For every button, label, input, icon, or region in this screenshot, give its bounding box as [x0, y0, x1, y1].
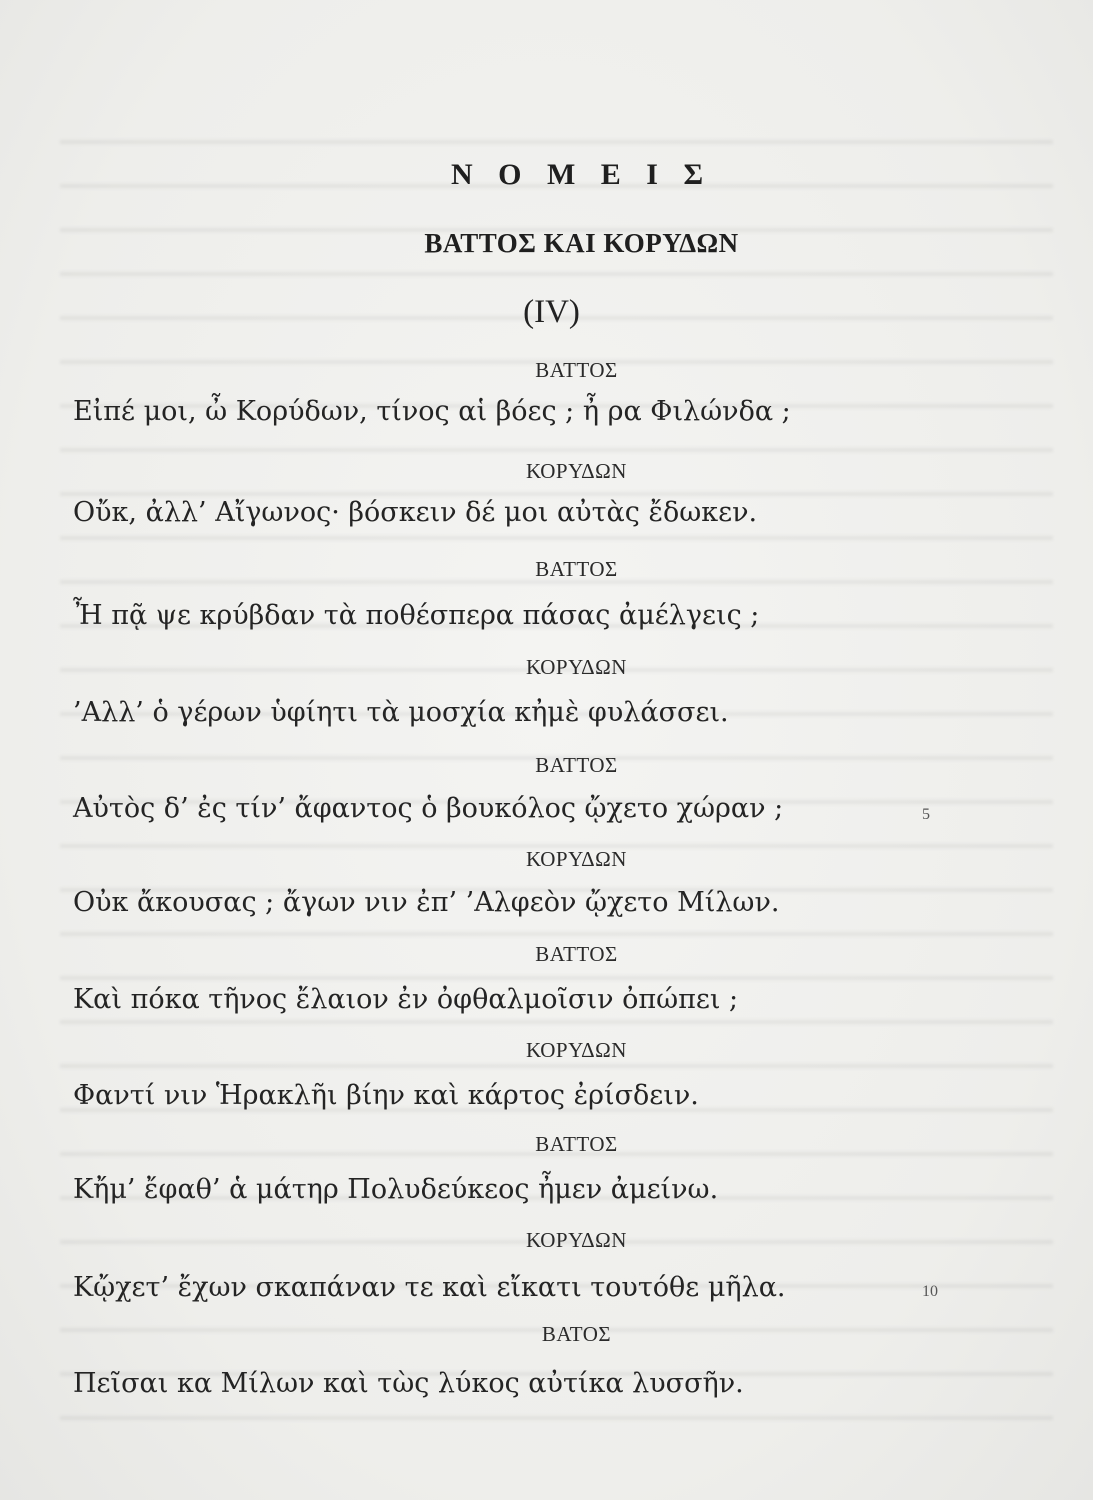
verse-line: Πεῖσαι κα Μίλων καὶ τὼς λύκος αὐτίκα λυσσῆν.: [73, 1368, 744, 1399]
verse-line: Καὶ πόκα τῆνος ἔλαιον ἐν ὀφθαλμοῖσιν ὀπώπει ;: [73, 984, 739, 1015]
verse-line: Εἰπέ μοι, ὦ Κορύδων, τίνος αἱ βόες ; ἦ ρα Φιλώνδα ;: [73, 396, 791, 427]
speaker-label: ΒΑΤΤΟΣ: [535, 1132, 618, 1156]
speaker-label: ΚΟΡΥΔΩΝ: [526, 847, 627, 871]
line-number: 10: [922, 1283, 938, 1300]
line-number: 5: [922, 806, 930, 823]
verse-line: ’Αλλ’ ὁ γέρων ὑφίητι τὰ μοσχία κἠμὲ φυλάσσει.: [73, 697, 729, 728]
verse-line: Κᾤχετ’ ἔχων σκαπάναν τε καὶ εἴκατι τουτόθε μῆλα.: [73, 1272, 786, 1303]
verse-line: Οὔκ, ἀλλ’ Αἴγωνος· βόσκειν δέ μοι αὐτὰς ἔδωκεν.: [73, 497, 758, 528]
speaker-label: ΒΑΤΤΟΣ: [535, 942, 618, 966]
verse-line: Οὐκ ἄκουσας ; ἄγων νιν ἐπ’ ’Αλφεὸν ᾤχετο Μίλων.: [73, 887, 780, 918]
verse-line: Φαντί νιν Ἡρακλῆι βίην καὶ κάρτος ἐρίσδειν.: [73, 1080, 699, 1111]
speaker-label: ΚΟΡΥΔΩΝ: [526, 1038, 627, 1062]
verse-line: Αὐτὸς δ’ ἐς τίν’ ἄφαντος ὁ βουκόλος ᾤχετο χώραν ;: [73, 793, 784, 824]
idyll-number: (IV): [523, 294, 580, 330]
speaker-label: ΒΑΤΤΟΣ: [535, 358, 618, 382]
verse-line: Κἤμ’ ἔφαθ’ ἁ μάτηρ Πολυδεύκεος ἦμεν ἀμείνω.: [73, 1174, 719, 1205]
speaker-label: ΒΑΤΤΟΣ: [535, 557, 618, 581]
speaker-label: ΚΟΡΥΔΩΝ: [526, 655, 627, 679]
verse-line: Ἦ πᾷ ψε κρύβδαν τὰ ποθέσπερα πάσας ἀμέλγεις ;: [73, 600, 760, 631]
poem-collection-title: Ν Ο Μ Ε Ι Σ: [450, 158, 713, 191]
speaker-label: ΒΑΤΟΣ: [541, 1322, 612, 1346]
speaker-label: ΚΟΡΥΔΩΝ: [526, 459, 627, 483]
speaker-label: ΚΟΡΥΔΩΝ: [526, 1228, 627, 1252]
speaker-label: ΒΑΤΤΟΣ: [535, 753, 618, 777]
poem-title: ΒΑΤΤΟΣ ΚΑΙ ΚΟΡΥΔΩΝ: [424, 228, 739, 258]
